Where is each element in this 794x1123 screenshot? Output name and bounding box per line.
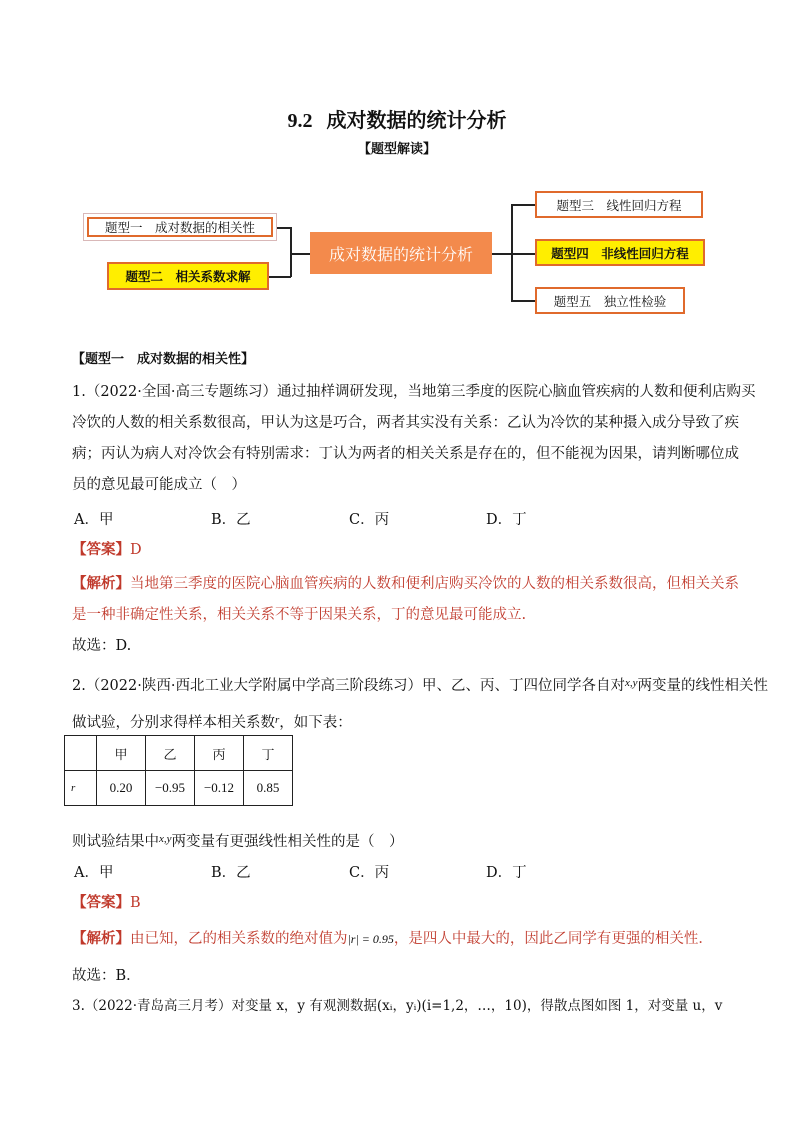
answer-label: 【答案】 [72, 541, 130, 558]
q2-option-a: A．甲 [74, 865, 114, 881]
q1-answer [72, 540, 142, 560]
q2-text: 2.（2022·陕西·西北工业大学附属中学高三阶段练习）甲、乙、丙、丁四位同学各自对 [72, 678, 625, 694]
answer-value: B [130, 895, 141, 911]
correlation-table [64, 735, 293, 806]
q1-option-c: C．丙 [349, 512, 390, 528]
table-cell: 丙 [195, 736, 244, 771]
q1-line: 病；丙认为病人对冷饮会有特别需求：丁认为两者的相关关系是存在的，但不能视为因果，请判断哪位成 [72, 446, 739, 462]
table-cell [65, 736, 97, 771]
table-cell: −0.12 [195, 771, 244, 806]
q1-analysis-line: 是一种非确定性关系，相关关系不等于因果关系，丁的意见最可能成立. [72, 607, 527, 623]
q2-text: 两变量有更强线性相关性的是（ ） [171, 834, 404, 850]
connector [290, 227, 292, 277]
q2-line1 [72, 673, 768, 696]
q3-line: 3.（2022·青岛高三月考）对变量 x，y 有观测数据(xᵢ，yᵢ)(i=1,2，…，10)，得散点图如图 1，对变量 u，v [72, 998, 723, 1014]
section-heading: 【题型一 成对数据的相关性】 [72, 352, 255, 367]
table-cell: 0.85 [244, 771, 293, 806]
table-cell: 0.20 [97, 771, 146, 806]
q1-line: 员的意见最可能成立（ ） [72, 477, 246, 493]
mindmap-center: 成对数据的统计分析 [310, 232, 492, 274]
connector [290, 253, 310, 255]
connector [511, 253, 535, 255]
q2-line2 [72, 710, 352, 733]
math-xy: x,y [159, 833, 172, 845]
q1-line: 冷饮的人数的相关系数很高，甲认为这是巧合，两者其实没有关系：乙认为冷饮的某种摄入成分导致了疾 [72, 415, 739, 431]
table-row [65, 771, 293, 806]
mindmap-left-2: 题型二 相关系数求解 [107, 262, 269, 290]
analysis-label: 【解析】 [72, 575, 130, 592]
answer-label: 【答案】 [72, 894, 130, 911]
table-cell: 乙 [146, 736, 195, 771]
analysis-text: 当地第三季度的医院心脑血管疾病的人数和便利店购买冷饮的人数的相关系数很高，但相关关系 [130, 576, 739, 592]
q1-analysis [72, 574, 739, 594]
table-row [65, 736, 293, 771]
analysis-text: 由已知，乙的相关系数的绝对值为 [130, 931, 348, 947]
connector [511, 204, 535, 206]
q1-option-d: D．丁 [486, 512, 527, 528]
q2-answer [72, 893, 141, 913]
q2-text: ，如下表： [279, 715, 352, 731]
q1-choice: 故选：D. [72, 638, 132, 654]
analysis-label: 【解析】 [72, 930, 130, 947]
q2-choice: 故选：B． [72, 968, 141, 984]
connector [511, 300, 535, 302]
connector [277, 227, 291, 229]
q2-text: 做试验，分别求得样本相关系数 [72, 715, 275, 731]
mindmap-left-1 [83, 213, 277, 241]
mindmap-right-3: 题型五 独立性检验 [535, 287, 685, 314]
mindmap-left-1-label: 题型一 成对数据的相关性 [87, 217, 273, 237]
q2-text: 两变量的线性相关性 [637, 678, 768, 694]
page-title [0, 104, 794, 133]
q2-option-d: D．丁 [486, 865, 527, 881]
math-r: r [275, 714, 280, 726]
answer-value: D [130, 542, 142, 558]
q2-option-b: B．乙 [211, 865, 251, 881]
connector [492, 253, 512, 255]
q1-line: 1.（2022·全国·高三专题练习）通过抽样调研发现，当地第三季度的医院心脑血管疾病的人数和便利店购买 [72, 384, 756, 400]
q1-option-a: A．甲 [74, 512, 114, 528]
mindmap-right-2: 题型四 非线性回归方程 [535, 239, 705, 266]
table-cell: 丁 [244, 736, 293, 771]
q2-option-c: C．丙 [349, 865, 390, 881]
subtitle: 【题型解读】 [357, 142, 436, 157]
q2-text: 则试验结果中 [72, 834, 159, 850]
mindmap-right-1: 题型三 线性回归方程 [535, 191, 703, 218]
q1-option-b: B．乙 [211, 512, 251, 528]
table-cell: r [65, 771, 97, 806]
title-text: 成对数据的统计分析 [326, 108, 507, 132]
math-xy: x,y [624, 677, 638, 689]
section-number: 9.2 [287, 110, 313, 132]
table-cell: −0.95 [146, 771, 195, 806]
q2-line3 [72, 829, 404, 852]
q2-analysis [72, 929, 713, 949]
connector [269, 276, 291, 278]
analysis-text: ，是四人中最大的，因此乙同学有更强的相关性． [393, 931, 713, 947]
analysis-math: |r| = 0.95 [347, 932, 394, 946]
table-cell: 甲 [97, 736, 146, 771]
